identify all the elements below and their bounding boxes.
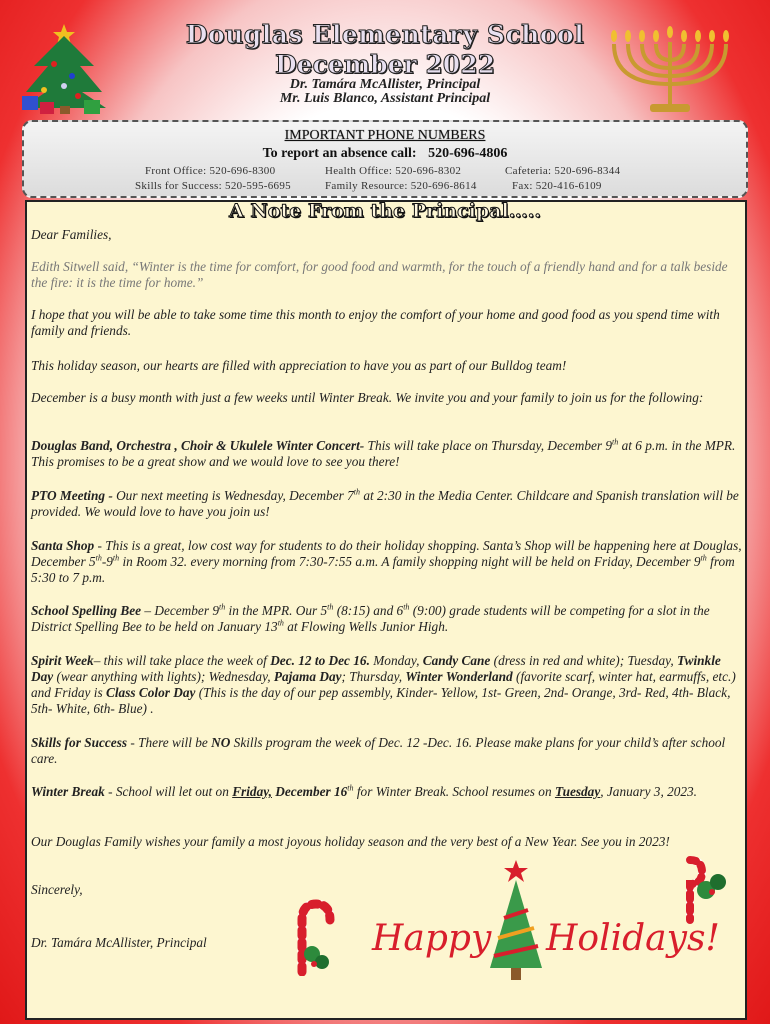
pto-text-b: at 2:30 in the Media Center. Childcare and Spanish translation will be provided. We would love to have you join us! (31, 488, 739, 519)
fax-number: Fax: 520-416-6109 (512, 180, 602, 192)
skills-text-b: Skills program the week of Dec. 12 -Dec. 16. Please make plans for your child’s after school care. (31, 735, 726, 766)
winter-break-paragraph (31, 784, 746, 800)
pto-title: PTO Meeting - (31, 488, 113, 503)
concert-text-a: This will take place on Thursday, December 9 (364, 438, 613, 453)
spirit-text-e: ; Thursday, (341, 669, 406, 684)
spirit-text-d: (wear anything with lights); Wednesday, (53, 669, 274, 684)
cafeteria-phone: Cafeteria: 520-696-8344 (505, 165, 621, 177)
busy-paragraph: December is a busy month with just a few weeks until Winter Break. We invite you and your family to join us for the following: (31, 390, 704, 405)
spirit-text-c: (dress in red and white); Tuesday, (490, 653, 677, 668)
santa-text-b: -9 (101, 554, 113, 569)
wishes-paragraph: Our Douglas Family wishes your family a most joyous holiday season and the very best of a New Year. See you in 2023! (31, 834, 670, 849)
season-paragraph: This holiday season, our hearts are filled with appreciation to have you as part of our Bulldog team! (31, 358, 567, 373)
santa-text-a: - This is a great, low cost way for students to do their holiday shopping. Santa’s Shop will be happening here at Douglas, December 5 (31, 538, 742, 569)
santa-sup-1: th (95, 553, 102, 563)
assistant-principal-name: Mr. Luis Blanco, Assistant Principal (279, 91, 491, 106)
signature: Dr. Tamára McAllister, Principal (31, 935, 207, 950)
bee-text-a: – December 9 (141, 603, 219, 618)
hope-paragraph: I hope that you will be able to take some time this month to enjoy the comfort of your home and good food as you spend time with family and friends. (31, 307, 720, 338)
christmas-tree-icon (14, 20, 114, 116)
concert-title: Douglas Band, Orchestra , Choir & Ukulele Winter Concert- (31, 438, 365, 453)
break-tuesday: Tuesday (554, 784, 601, 799)
newsletter-date: December 2022 (274, 50, 495, 79)
health-office-phone: Health Office: 520-696-8302 (325, 165, 462, 177)
santa-shop-paragraph (31, 538, 746, 586)
skills-title: Skills for Success (31, 735, 128, 750)
bee-text-e: at Flowing Wells Junior High. (283, 619, 449, 634)
spirit-monday: Candy Cane (422, 653, 491, 668)
bee-title: School Spelling Bee (31, 603, 142, 618)
closing: Sincerely, (31, 882, 83, 897)
spirit-text-f: (favorite scarf, winter hat, earmuffs, etc.) and Friday is (31, 669, 736, 700)
bee-sup-4: th (277, 618, 284, 628)
bee-text-c: (8:15) and 6 (333, 603, 404, 618)
bee-text-b: in the MPR. Our 5 (225, 603, 328, 618)
principal-name: Dr. Tamára McAllister, Principal (289, 77, 481, 92)
quote-paragraph: Edith Sitwell said, “Winter is the time for comfort, for good food and warmth, for the touch of a friendly hand and for a talk beside the fire: it is the time for home.” (31, 259, 728, 290)
family-resource-phone: Family Resource: 520-696-8614 (325, 180, 477, 192)
skills-no: NO (211, 735, 231, 750)
break-date: December 16 (271, 784, 348, 799)
spirit-friday: Class Color Day (105, 685, 196, 700)
phone-numbers-heading: IMPORTANT PHONE NUMBERS (284, 128, 486, 143)
concert-text-b: at 6 p.m. in the MPR. This promises to be a great show and we would love to see you there! (31, 438, 736, 469)
school-name: Douglas Elementary School (185, 20, 585, 49)
spirit-wednesday: Pajama Day (273, 669, 342, 684)
spirit-tuesday: Twinkle Day (31, 653, 721, 684)
bee-sup-2: th (327, 602, 334, 612)
break-text-b: for Winter Break. School resumes on (353, 784, 555, 799)
spelling-bee-paragraph (31, 603, 746, 635)
skills-paragraph (31, 735, 746, 767)
letter-heading: A Note From the Principal….. (229, 200, 541, 222)
break-title: Winter Break (31, 784, 105, 799)
santa-text-d: from 5:30 to 7 p.m. (31, 554, 735, 585)
bee-text-d: (9:00) grade students will be competing for a slot in the District Spelling Bee to be held on January 13 (31, 603, 710, 634)
absence-label: To report an absence call: (262, 146, 417, 161)
santa-sup-2: th (112, 553, 120, 563)
happy-text: Happy (372, 918, 492, 959)
candy-cane-icon (284, 898, 344, 976)
pto-sup: th (353, 487, 360, 497)
santa-title: Santa Shop (31, 538, 95, 553)
spirit-text-a: – this will take place the week of (93, 653, 271, 668)
spirit-dates: Dec. 12 to Dec 16. (270, 653, 370, 668)
spirit-text-g: (This is the day of our pep assembly, Kinder- Yellow, 1st- Green, 2nd- Orange, 3rd- Red, 4th- Black, 5th- White, 6th- Blue) . (31, 685, 731, 716)
skills-phone: Skills for Success: 520-595-6695 (135, 180, 291, 192)
candy-cane-icon (676, 856, 736, 926)
absence-line (0, 146, 770, 162)
holidays-text: Holidays! (546, 918, 720, 959)
concert-sup: th (612, 437, 619, 447)
concert-paragraph (31, 438, 746, 470)
front-office-phone: Front Office: 520-696-8300 (145, 165, 276, 177)
santa-sup-3: th (700, 553, 707, 563)
spirit-text-b: Monday, (369, 653, 423, 668)
bee-sup-3: th (403, 602, 410, 612)
break-text-a: - School will let out on (104, 784, 233, 799)
spirit-week-paragraph (31, 653, 746, 717)
absence-number: 520-696-4806 (428, 146, 508, 161)
bee-sup-1: th (218, 602, 226, 612)
break-sup: th (347, 783, 354, 793)
star-tree-icon (484, 858, 548, 984)
pto-paragraph (31, 488, 746, 520)
greeting: Dear Families, (31, 227, 112, 242)
break-friday: Friday, (232, 784, 272, 799)
pto-text-a: Our next meeting is Wednesday, December 7 (112, 488, 354, 503)
spirit-title: Spirit Week (31, 653, 94, 668)
santa-text-c: in Room 32. every morning from 7:30-7:55 a.m. A family shopping night will be held on Friday, December 9 (119, 554, 701, 569)
spirit-thursday: Winter Wonderland (405, 669, 513, 684)
skills-text-a: - There will be (127, 735, 212, 750)
break-text-c: , January 3, 2023. (600, 784, 698, 799)
